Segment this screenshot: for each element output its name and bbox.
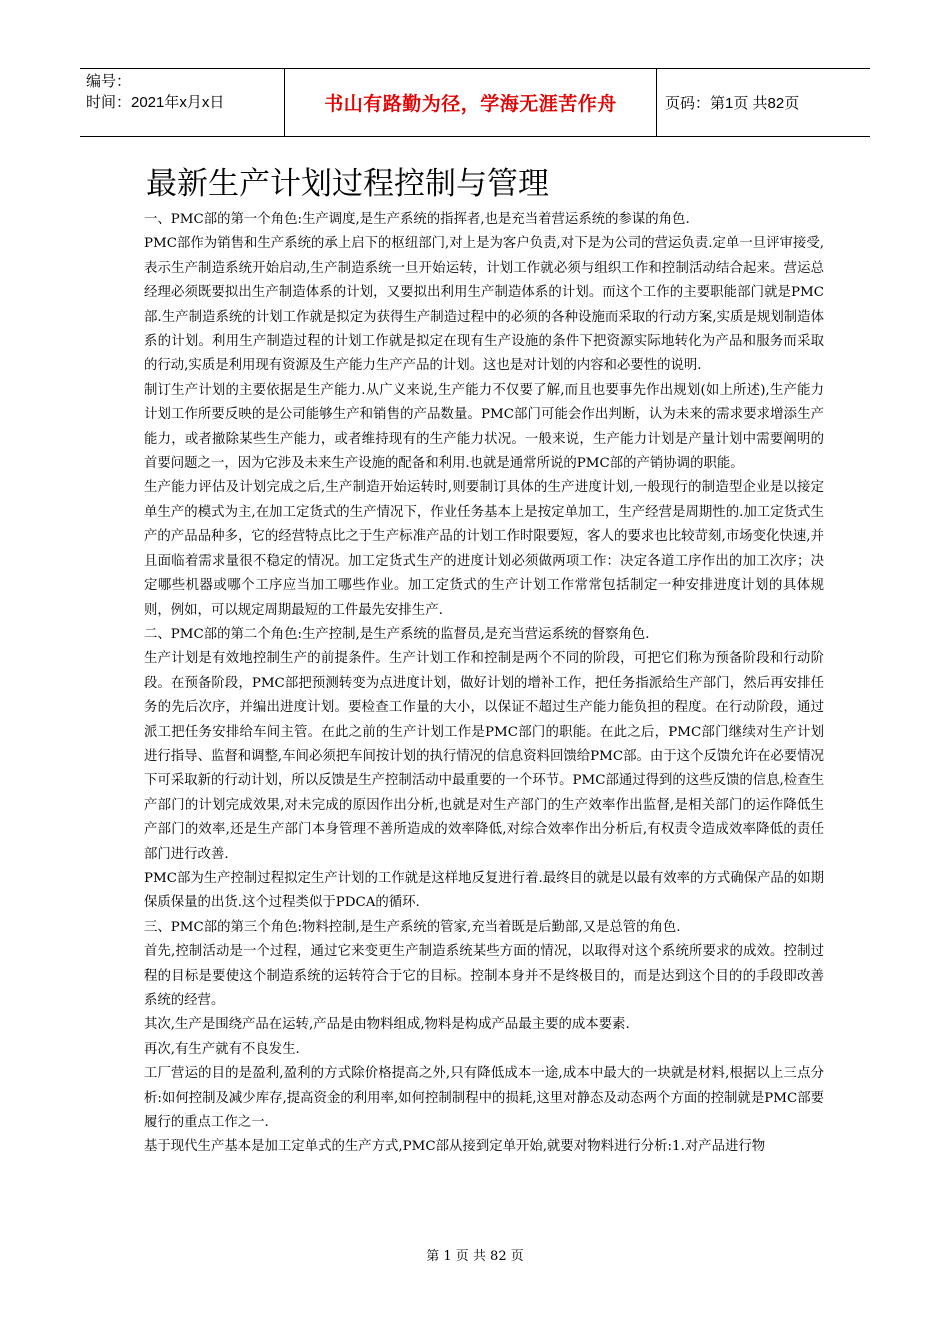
- paragraph: 首先,控制活动是一个过程，通过它来变更生产制造系统某些方面的情况，以取得对这个系统所要求的成效。控制过程的目标是要使这个制造系统的运转符合于它的目标。控制本身并不是终极目的，而是达到这个目的的手段即改善系统的经营。: [144, 944, 824, 1008]
- document-date: 时间：2021年x月x日: [86, 94, 225, 111]
- document-number-label: 编号：: [86, 73, 132, 90]
- paragraph: 三、PMC部的第三个角色:物料控制,是生产系统的管家,充当着既是后勤部,又是总管的角色.: [144, 919, 681, 935]
- paragraph: 生产能力评估及计划完成之后,生产制造开始运转时,则要制订具体的生产进度计划,一般现行的制造型企业是以接定单生产的模式为主,在加工定货式的生产情况下，作业任务基本上是按定单加工，生产经营是周期性的.加工定货式生产的产品品种多，它的经营特点比之于生产标准产品的计划工作时限要短，客人的要求也比较苛刻,市场变化快速,并且面临着需求量很不稳定的情况。加工定货式生产的进度计划必须做两项工作：决定各道工序作出的加工次序；决定哪些机器或哪个工序应当加工哪些作业。加工定货式的生产计划工作常常包括制定一种安排进度计划的具体规则，例如，可以规定周期最短的工件最先安排生产.: [144, 480, 824, 618]
- paragraph: 生产计划是有效地控制生产的前提条件。生产计划工作和控制是两个不同的阶段，可把它们称为预备阶段和行动阶段。在预备阶段，PMC部把预测转变为点进度计划，做好计划的增补工作，把任务指派给生产部门，然后再安排任务的先后次序，并编出进度计划。要检查工作量的大小，以保证不超过生产能力能负担的程度。在行动阶段，通过派工把任务安排给车间主管。在此之前的生产计划工作是PMC部门的职能。在此之后，PMC部门继续对生产计划进行指导、监督和调整,车间必须把车间按计划的执行情况的信息资料回馈给PMC部。由于这个反馈允许在必要情况下可采取新的行动计划，所以反馈是生产控制活动中最重要的一个环节。PMC部通过得到的这些反馈的信息,检查生产部门的计划完成效果,对未完成的原因作出分析,也就是对生产部门的生产效率作出监督,是相关部门的运作降低生产部门的效率,还是生产部门本身管理不善所造成的效率降低,对综合效率作出分析后,有权责令造成效率降低的责任部门进行改善.: [144, 651, 824, 862]
- header-motto: 书山有路勤为径，学海无涯苦作舟: [324, 93, 617, 115]
- paragraph: 一、PMC部的第一个角色:生产调度,是生产系统的指挥者,也是充当着营运系统的参谋的角色.: [144, 212, 690, 227]
- document-title: 最新生产计划过程控制与管理: [146, 166, 549, 202]
- document-body: [144, 208, 824, 1160]
- page-footer: 第 1 页 共 82 页: [426, 1249, 524, 1264]
- header-motto-cell: [285, 69, 657, 136]
- paragraph: PMC部为生产控制过程拟定生产计划的工作就是这样地反复进行着.最终目的就是以最有效率的方式确保产品的如期保质保量的出货.这个过程类似于PDCA的循环.: [144, 870, 824, 911]
- paragraph: 制订生产计划的主要依据是生产能力.从广义来说,生产能力不仅要了解,而且也要事先作出规划(如上所述),生产能力计划工作所要反映的是公司能够生产和销售的产品数量。PMC部门可能会作出判断，认为未来的需求要求增添生产能力，或者撤除某些生产能力，或者维持现有的生产能力状况。一般来说，生产能力计划是产量计划中需要阐明的首要问题之一，因为它涉及未来生产设施的配备和利用.也就是通常所说的PMC部的产销协调的职能。: [144, 382, 824, 472]
- paragraph: 其次,生产是围绕产品在运转,产品是由物料组成,物料是构成产品最主要的成本要素.: [144, 1017, 630, 1033]
- paragraph: 工厂营运的目的是盈利,盈利的方式除价格提高之外,只有降低成本一途,成本中最大的一块就是材料,根据以上三点分析:如何控制及减少库存,提高资金的利用率,如何控制制程中的损耗,这里对静态及动态两个方面的控制就是PMC部要履行的重点工作之一.: [144, 1066, 824, 1131]
- page-header: [80, 68, 870, 137]
- paragraph: PMC部作为销售和生产系统的承上启下的枢纽部门,对上是为客户负责,对下是为公司的营运负责.定单一旦评审接受,表示生产制造系统开始启动,生产制造系统一旦开始运转，计划工作就必须与组织工作和控制活动结合起来。营运总经理必须既要拟出生产制造体系的计划，又要拟出利用生产制造体系的计划。而这个工作的主要职能部门就是PMC部.生产制造系统的计划工作就是拟定为获得生产制造过程中的必须的各种设施而采取的行动方案,实质是规划制造体系的计划。利用生产制造过程的计划工作就是拟定在现有生产设施的条件下把资源实际地转化为产品和服务而采取的行动,实质是利用现有资源及生产能力生产产品的计划。这也是对计划的内容和必要性的说明.: [144, 236, 824, 374]
- header-page-cell: [657, 69, 870, 136]
- header-page-info: 页码：第1页 共82页: [665, 95, 800, 112]
- paragraph: 再次,有生产就有不良发生.: [144, 1041, 300, 1057]
- paragraph: 二、PMC部的第二个角色:生产控制,是生产系统的监督员,是充当营运系统的督察角色.: [144, 626, 650, 642]
- paragraph: 基于现代生产基本是加工定单式的生产方式,PMC部从接到定单开始,就要对物料进行分析:1.对产品进行物: [144, 1139, 766, 1155]
- header-meta-cell: [80, 69, 285, 136]
